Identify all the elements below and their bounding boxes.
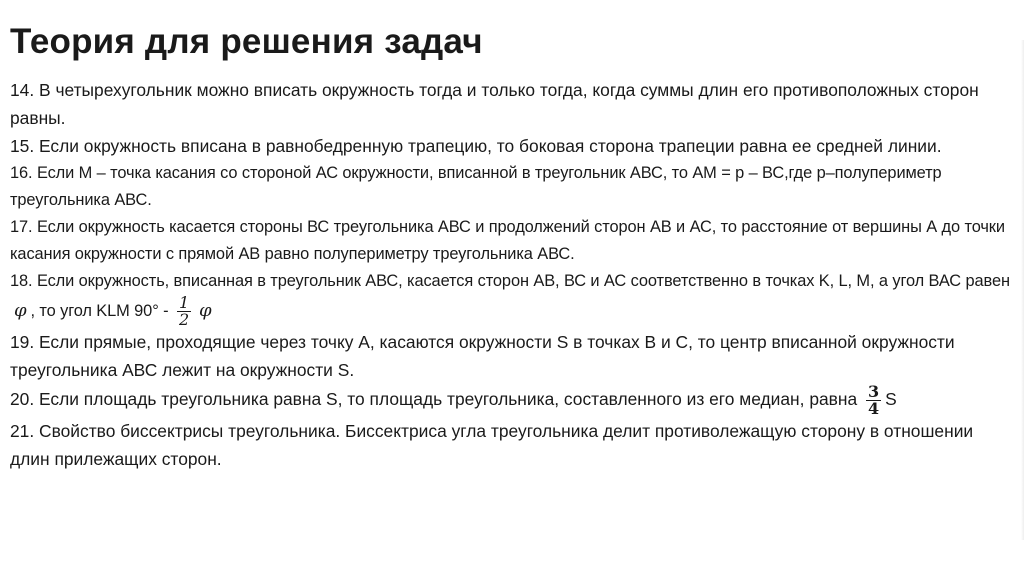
theory-item-20 [10, 384, 1015, 417]
theory-item-19: 19. Если прямые, проходящие через точку А, касаются окружности S в точках В и С, то центр вписанной окружности треугольника АВС лежит на окружности S. [10, 332, 955, 380]
page-title: Теория для решения задач [10, 22, 483, 61]
fraction-numerator: 3 [868, 382, 880, 401]
fraction-denominator: 2 [178, 310, 190, 329]
fraction-one-half [177, 295, 191, 328]
phi-symbol: φ [14, 299, 27, 321]
fraction-numerator: 1 [178, 293, 190, 312]
phi-symbol: φ [199, 299, 212, 321]
fraction-denominator: 4 [868, 399, 880, 418]
theory-item-18-mid: , то угол KLM 90° - [30, 301, 169, 320]
theory-item-15: 15. Если окружность вписана в равнобедренную трапецию, то боковая сторона трапеции равна ее средней линии. [10, 136, 942, 156]
theory-item-16: 16. Если М – точка касания со стороной АС окружности, вписанной в треугольник АВС, то АМ = р – ВС,где р–полупериметр треугольника АВС. [10, 164, 942, 209]
theory-item-20-text: 20. Если площадь треугольника равна S, то площадь треугольника, составленного из его медиан, равна [10, 389, 858, 410]
theory-item-18 [10, 268, 1015, 328]
theory-item-20-end: S [885, 389, 897, 410]
theory-item-18-text: 18. Если окружность, вписанная в треугольник АВС, касается сторон АВ, ВС и АС соответственно в точках K, L, M, а угол ВАС равен [10, 272, 1010, 290]
theory-item-21: 21. Свойство биссектрисы треугольника. Биссектриса угла треугольника делит противолежащую сторону в отношении длин прилежащих сторон. [10, 421, 974, 469]
theory-list [10, 76, 1015, 473]
theory-item-17: 17. Если окружность касается стороны ВС треугольника АВС и продолжений сторон АВ и АС, то расстояние от вершины А до точки касания окружности с прямой АВ равно полупериметру треугольника АВС. [10, 218, 1005, 263]
fraction-three-quarters [866, 384, 881, 417]
theory-item-14: 14. В четырехугольник можно вписать окружность тогда и только тогда, когда суммы длин его противоположных сторон равны. [10, 80, 979, 128]
